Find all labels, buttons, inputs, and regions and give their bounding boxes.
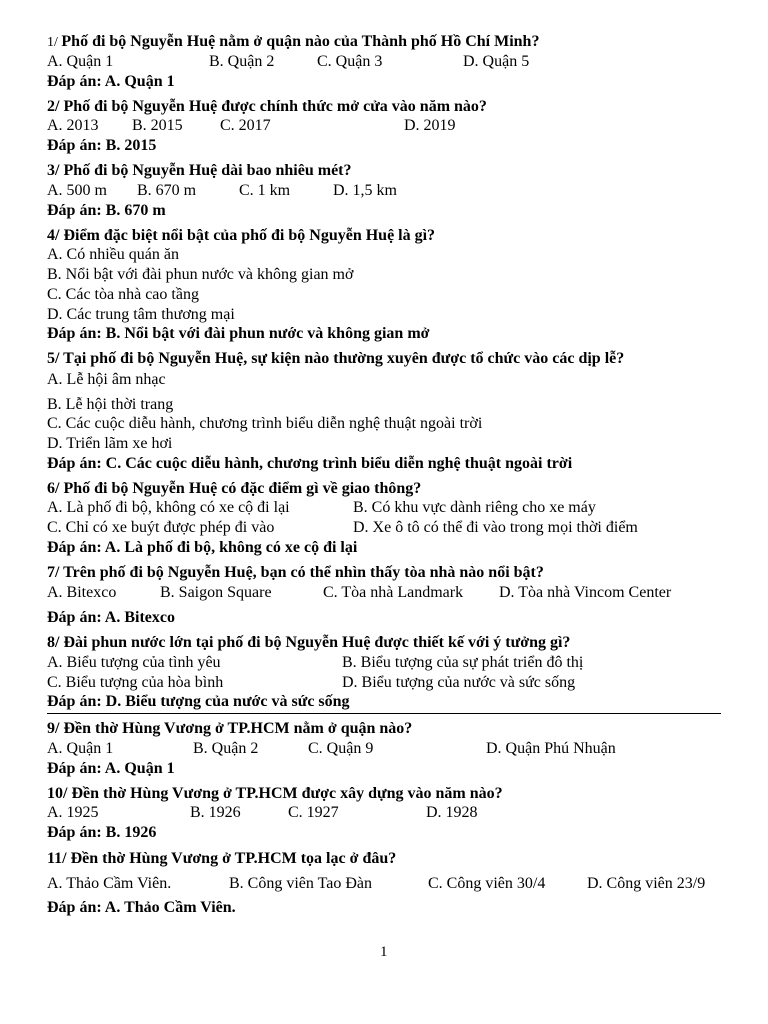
question-text: Phố đi bộ Nguyễn Huệ dài bao nhiêu mét? — [63, 162, 352, 179]
option-a: A. 1925 — [47, 804, 99, 821]
question-text: Phố đi bộ Nguyễn Huệ có đặc điểm gì về giao thông? — [63, 480, 422, 497]
option-d: D. Quận Phú Nhuận — [486, 740, 616, 757]
option-b: B. Biểu tượng của sự phát triển đô thị — [342, 654, 584, 671]
option-c: C. Quận 9 — [308, 740, 374, 757]
question-number: 10/ — [47, 785, 72, 802]
question-text: Tại phố đi bộ Nguyễn Huệ, sự kiện nào thường xuyên được tổ chức vào các dịp lễ? — [63, 350, 625, 367]
question-text: Điểm đặc biệt nổi bật của phố đi bộ Nguyễn Huệ là gì? — [63, 227, 436, 244]
option-b: B. Có khu vực dành riêng cho xe máy — [353, 499, 596, 516]
option-a: A. Quận 1 — [47, 53, 114, 70]
option-b: B. Lễ hội thời trang — [47, 396, 174, 413]
answer: Đáp án: A. Là phố đi bộ, không có xe cộ đi lại — [47, 539, 358, 556]
option-d: D. 2019 — [404, 117, 456, 134]
option-b: B. Quận 2 — [193, 740, 259, 757]
option-c: C. Chỉ có xe buýt được phép đi vào — [47, 519, 275, 536]
option-a: A. 2013 — [47, 117, 99, 134]
question-5 — [47, 350, 624, 368]
option-d: D. Triển lãm xe hơi — [47, 435, 173, 452]
option-a: A. 500 m — [47, 182, 107, 199]
question-3 — [47, 162, 352, 180]
question-text: Đền thờ Hùng Vương ở TP.HCM nằm ở quận nào? — [63, 720, 413, 737]
option-d: D. Xe ô tô có thể đi vào trong mọi thời điểm — [353, 519, 638, 536]
question-number: 6/ — [47, 480, 64, 497]
answer: Đáp án: B. 2015 — [47, 137, 157, 154]
answer: Đáp án: A. Bitexco — [47, 609, 175, 626]
option-c: C. 1927 — [288, 804, 339, 821]
question-number: 11/ — [47, 850, 71, 867]
option-d: D. 1928 — [426, 804, 478, 821]
option-a: A. Biểu tượng của tình yêu — [47, 654, 221, 671]
option-c: C. Quận 3 — [317, 53, 383, 70]
question-1 — [47, 33, 539, 52]
answer: Đáp án: A. Quận 1 — [47, 760, 175, 777]
question-number: 2/ — [47, 98, 64, 115]
answer — [47, 899, 236, 917]
answer-prefix: Đáp án: A — [47, 899, 117, 916]
question-number: 1/ — [47, 35, 62, 50]
option-b: B. Công viên Tao Đàn — [229, 875, 373, 892]
question-text: Trên phố đi bộ Nguyễn Huệ, bạn có thể nhìn thấy tòa nhà nào nổi bật? — [63, 564, 544, 581]
question-number: 4/ — [47, 227, 64, 244]
question-7 — [47, 564, 544, 582]
option-c: C. Biểu tượng của hòa bình — [47, 674, 224, 691]
question-number: 8/ — [47, 634, 64, 651]
option-a: A. Thảo Cầm Viên. — [47, 875, 172, 892]
option-c: C. Các tòa nhà cao tầng — [47, 286, 199, 303]
option-a: A. Lễ hội âm nhạc — [47, 371, 166, 388]
option-a: A. Bitexco — [47, 584, 117, 601]
question-11 — [47, 850, 396, 868]
answer: Đáp án: C. Các cuộc diễu hành, chương trình biểu diễn nghệ thuật ngoài trời — [47, 455, 573, 472]
divider-line — [47, 713, 721, 714]
option-a: A. Quận 1 — [47, 740, 114, 757]
answer: Đáp án: B. Nổi bật với đài phun nước và không gian mở — [47, 325, 430, 342]
option-d: D. Tòa nhà Vincom Center — [499, 584, 672, 601]
answer: Đáp án: B. 670 m — [47, 202, 166, 219]
option-d: D. Các trung tâm thương mại — [47, 306, 235, 323]
answer: Đáp án: B. 1926 — [47, 824, 157, 841]
question-9 — [47, 720, 412, 738]
question-text: Đền thờ Hùng Vương ở TP.HCM tọa lạc ở đâu? — [70, 850, 397, 867]
option-b: B. Nổi bật với đài phun nước và không gian mở — [47, 266, 354, 283]
answer-text: . Thảo Cầm Viên. — [116, 899, 236, 916]
question-number: 9/ — [47, 720, 64, 737]
option-b: B. 670 m — [137, 182, 197, 199]
option-c: C. Các cuộc diễu hành, chương trình biểu diễn nghệ thuật ngoài trời — [47, 415, 483, 432]
question-number: 7/ — [47, 564, 64, 581]
question-4 — [47, 227, 435, 245]
question-text: Đài phun nước lớn tại phố đi bộ Nguyễn Huệ được thiết kế với ý tưởng gì? — [63, 634, 571, 651]
question-number: 3/ — [47, 162, 64, 179]
option-b: B. Quận 2 — [209, 53, 275, 70]
option-b: B. 2015 — [132, 117, 183, 134]
question-text: Đền thờ Hùng Vương ở TP.HCM được xây dựng vào năm nào? — [71, 785, 503, 802]
question-2 — [47, 98, 487, 116]
option-d: D. Biểu tượng của nước và sức sống — [342, 674, 576, 691]
question-8 — [47, 634, 570, 652]
question-text: Phố đi bộ Nguyễn Huệ nằm ở quận nào của Thành phố Hồ Chí Minh? — [61, 33, 540, 50]
option-d: D. 1,5 km — [333, 182, 397, 199]
question-10 — [47, 785, 503, 803]
question-6 — [47, 480, 421, 498]
page-number: 1 — [380, 944, 388, 960]
option-b: B. 1926 — [190, 804, 241, 821]
option-b: B. Saigon Square — [160, 584, 272, 601]
answer: Đáp án: D. Biểu tượng của nước và sức sống — [47, 693, 350, 710]
option-c: C. 2017 — [220, 117, 271, 134]
option-c: C. 1 km — [239, 182, 291, 199]
option-c: C. Công viên 30/4 — [428, 875, 546, 892]
option-c: C. Tòa nhà Landmark — [323, 584, 464, 601]
question-text: Phố đi bộ Nguyễn Huệ được chính thức mở cửa vào năm nào? — [63, 98, 487, 115]
question-number: 5/ — [47, 350, 64, 367]
option-d: D. Quận 5 — [463, 53, 530, 70]
option-d: D. Công viên 23/9 — [587, 875, 706, 892]
option-a: A. Có nhiều quán ăn — [47, 246, 179, 263]
option-a: A. Là phố đi bộ, không có xe cộ đi lại — [47, 499, 290, 516]
answer: Đáp án: A. Quận 1 — [47, 73, 175, 90]
